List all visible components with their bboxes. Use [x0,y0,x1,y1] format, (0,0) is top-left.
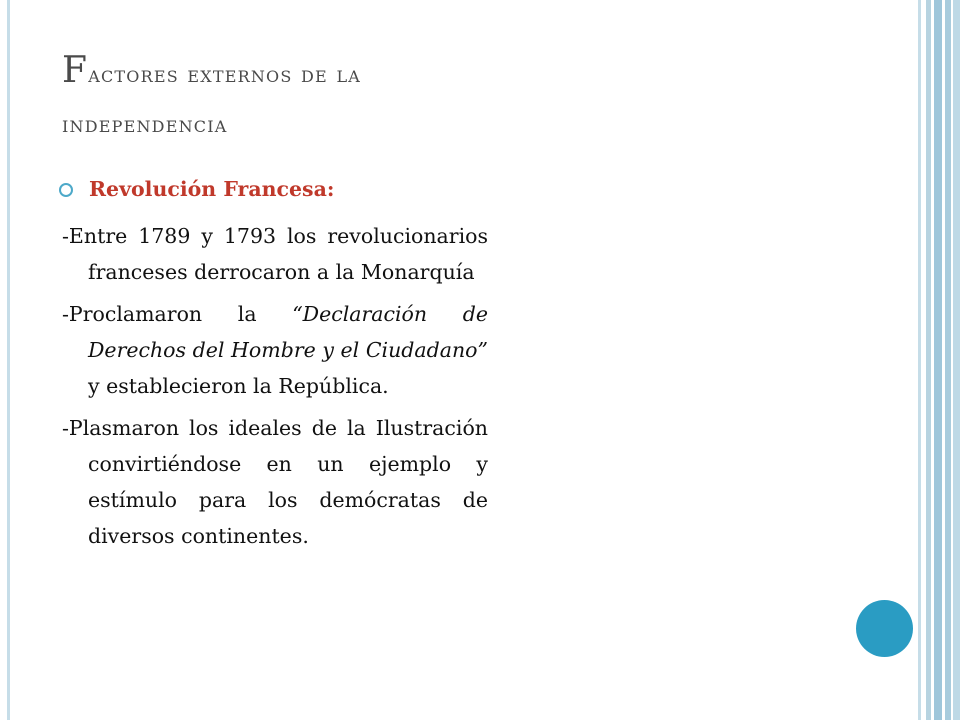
title-text: actores externos de la [88,62,362,88]
paragraph [62,410,488,554]
title-line-2 [62,98,822,148]
paragraph-text: y establecieron la República. [88,374,389,398]
hollow-circle-bullet-icon [59,183,73,197]
paragraph-text: -Entre 1789 y 1793 los revolucionarios franceses derrocaron a la Monarquía [62,224,488,284]
title-line-1 [62,48,822,98]
paragraph-text: -Plasmaron los ideales de la Ilustración convirtiéndose en un ejemplo y estímulo para los demócratas de diversos continentes. [62,416,488,548]
decorative-stripe [934,0,942,720]
accent-circle-icon [856,600,913,657]
decorative-stripe [953,0,960,720]
title-initial: F [62,50,89,91]
body-text [62,218,488,560]
paragraph [62,218,488,290]
decorative-stripe [926,0,931,720]
paragraph-text: -Proclamaron la [62,302,293,326]
title-text: independencia [62,112,228,138]
quoted-title-text: “Declaración de Derechos del Hombre y el Ciudadano” [88,302,488,362]
decorative-stripe [945,0,951,720]
section-heading: Revolución Francesa: [89,177,335,201]
paragraph [62,296,488,404]
slide-title [62,48,822,148]
